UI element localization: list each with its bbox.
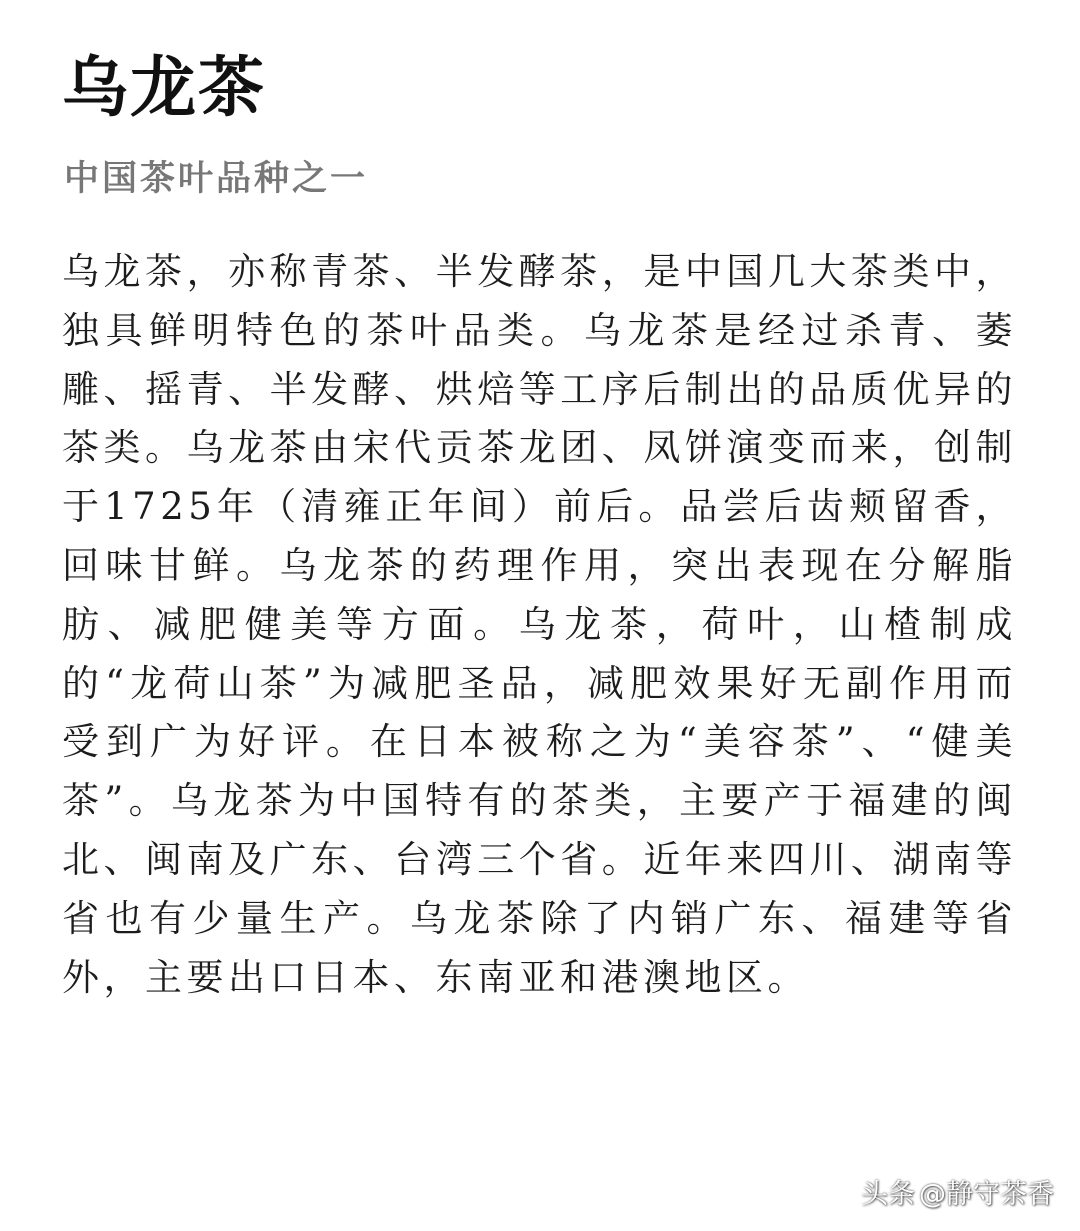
article-subtitle: 中国茶叶品种之一 xyxy=(64,158,369,199)
watermark-platform: 头条 xyxy=(861,1179,915,1210)
watermark-handle: @静守茶香 xyxy=(919,1179,1054,1210)
article-body: 乌龙茶，亦称青茶、半发酵茶，是中国几大茶类中，独具鲜明特色的茶叶品类。乌龙茶是经过杀青、萎雕、摇青、半发酵、烘焙等工序后制出的品质优异的茶类。乌龙茶由宋代贡茶龙团、凤饼演变而来，创制于1725年（清雍正年间）前后。品尝后齿颊留香，回味甘鲜。乌龙茶的药理作用，突出表现在分解脂肪、减肥健美等方面。乌龙茶，荷叶，山楂制成的“龙荷山茶”为减肥圣品，减肥效果好无副作用而受到广为好评。在日本被称之为“美容茶”、“健美茶”。乌龙茶为中国特有的茶类，主要产于福建的闽北、闽南及广东、台湾三个省。近年来四川、湖南等省也有少量生产。乌龙茶除了内销广东、福建等省外，主要出口日本、东南亚和港澳地区。 xyxy=(62,250,1017,999)
article-title: 乌龙茶 xyxy=(62,48,266,126)
source-watermark xyxy=(861,1172,1054,1211)
